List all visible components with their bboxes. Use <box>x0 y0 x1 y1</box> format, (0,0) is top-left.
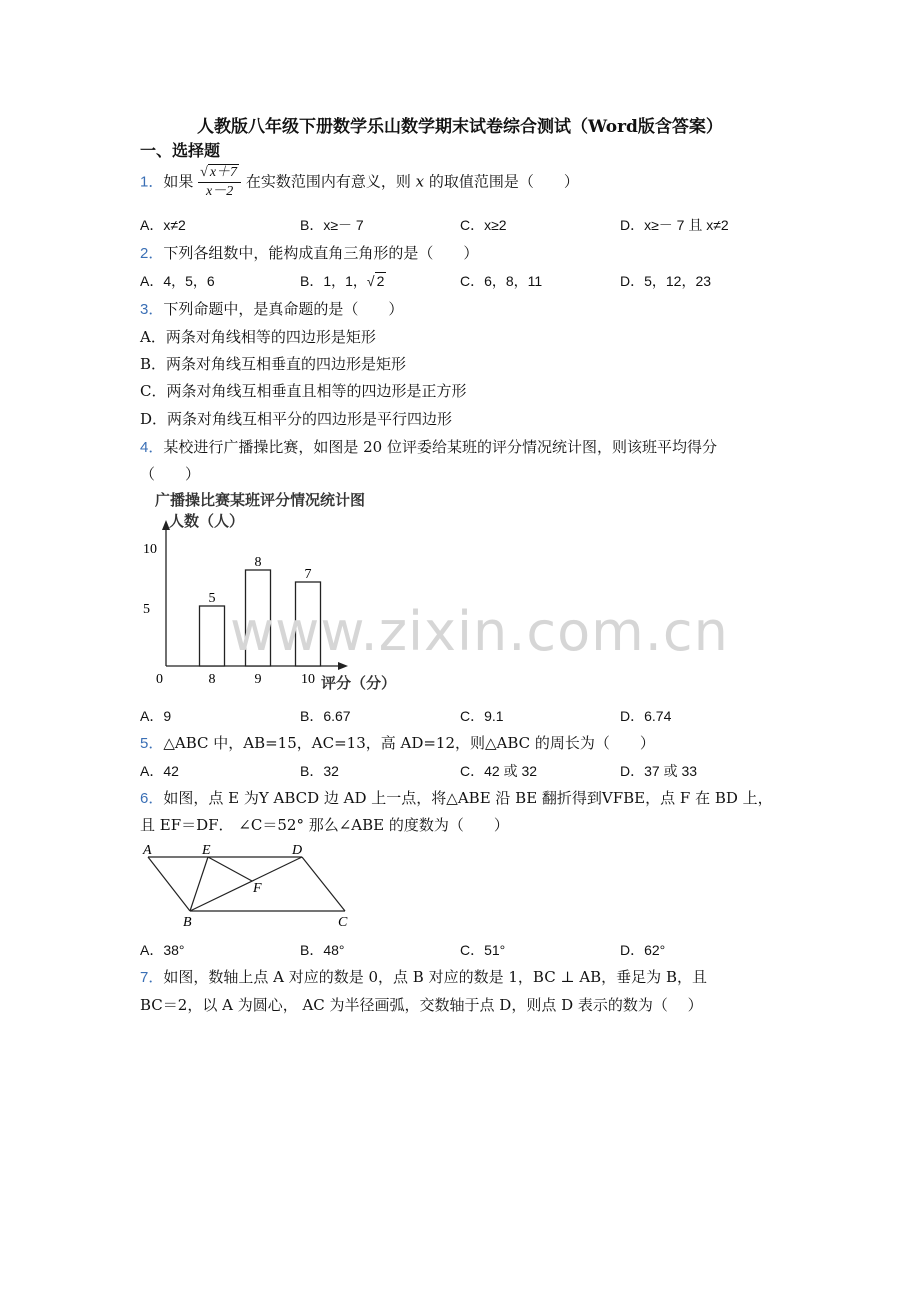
option-d: D．62° <box>620 942 666 958</box>
label-c: C <box>338 915 348 930</box>
question-4 <box>140 436 717 457</box>
bar-value-label: 5 <box>208 591 216 606</box>
question-number: 6． <box>140 790 164 807</box>
parallelogram-figure <box>140 840 360 932</box>
question-text: 在实数范围内有意义，则 <box>245 172 416 191</box>
question-text: △ABC 中，AB=15，AC=13，高 AD=12，则△ABC 的周长为（ ） <box>163 734 655 752</box>
segment-ef <box>208 857 252 881</box>
question-number: 1． <box>140 173 164 191</box>
question-5 <box>140 732 655 753</box>
question-4-bracket: （ ） <box>140 465 201 483</box>
label-e: E <box>202 843 211 858</box>
question-text: 如图，点 E 为Y ABCD 边 AD 上一点，将△ABE 沿 BE 翻折得到VFBE，点 F 在 BD 上， <box>163 789 773 807</box>
question-1 <box>140 164 579 201</box>
question-6-line2: 且 EF＝DF． ∠C＝52° 那么∠ABE 的度数为（ ） <box>140 816 509 834</box>
option-b-text: B．1，1， <box>300 273 367 289</box>
question-number: 4． <box>140 439 164 456</box>
question-number: 2． <box>140 245 164 262</box>
segment-be <box>190 857 208 911</box>
x-tick-label: 10 <box>301 672 315 687</box>
segment-dc <box>302 857 345 911</box>
y-tick-label: 10 <box>143 542 157 557</box>
variable: x <box>415 172 425 191</box>
option-a: A．4，5，6 <box>140 273 215 289</box>
bar-chart <box>135 488 405 698</box>
option-d: D．6.74 <box>620 708 672 724</box>
option-a: A．x≠2 <box>140 217 186 233</box>
label-f: F <box>253 881 262 896</box>
section-heading: 一、选择题 <box>140 141 221 160</box>
option-b: B．32 <box>300 763 339 779</box>
chart-title: 广播操比赛某班评分情况统计图 <box>155 493 366 509</box>
question-6 <box>140 787 773 808</box>
bar-value-label: 7 <box>304 567 312 582</box>
bar <box>200 606 225 666</box>
question-text: 某校进行广播操比赛，如图是 20 位评委给某班的评分情况统计图，则该班平均得分 <box>163 438 717 456</box>
option-b: B．两条对角线互相垂直的四边形是矩形 <box>140 355 407 373</box>
question-number: 3． <box>140 301 164 318</box>
question-3 <box>140 298 403 319</box>
option-c: C．x≥2 <box>460 217 507 233</box>
question-7 <box>140 966 707 987</box>
option-d: D．5，12，23 <box>620 273 712 289</box>
question-text: 下列命题中，是真命题的是（ ） <box>163 300 404 318</box>
question-text: 的取值范围是（ ） <box>424 172 579 191</box>
question-number: 5． <box>140 735 164 752</box>
origin-label: 0 <box>156 672 163 687</box>
option-a: A．9 <box>140 708 172 724</box>
fraction-numerator: x＋7 <box>209 165 238 180</box>
label-a: A <box>143 843 152 858</box>
question-text: 下列各组数中，能构成直角三角形的是（ ） <box>163 244 479 262</box>
sqrt-value: 2 <box>376 273 385 289</box>
option-c: C．6，8，11 <box>460 273 543 289</box>
option-c: C．42 或 32 <box>460 763 538 779</box>
option-b: B．1，1，√ 2 <box>300 273 385 289</box>
x-axis-arrow <box>338 662 348 670</box>
fraction-expression: $\frac{√ x+7}{x-2}$ <box>198 164 241 201</box>
segment-ab <box>148 857 190 911</box>
question-number: 7． <box>140 969 164 986</box>
option-d: D．37 或 33 <box>620 763 698 779</box>
label-d: D <box>292 843 303 858</box>
y-axis-label: 人数（人） <box>169 514 245 530</box>
fraction-denominator: x－2 <box>205 184 234 199</box>
question-7-line2: BC＝2，以 A 为圆心， AC 为半径画弧，交数轴于点 D，则点 D 表示的数为（ ） <box>140 996 703 1014</box>
question-2 <box>140 242 478 263</box>
option-c: C．51° <box>460 942 506 958</box>
option-a: A．38° <box>140 942 185 958</box>
option-a: A．两条对角线相等的四边形是矩形 <box>140 328 376 346</box>
question-text: 如图，数轴上点 A 对应的数是 0，点 B 对应的数是 1，BC ⊥ AB，垂足为 B，且 <box>163 968 707 986</box>
option-b: B．x≥－ 7 <box>300 217 364 233</box>
option-b: B．48° <box>300 942 345 958</box>
x-axis-label: 评分（分） <box>321 676 397 692</box>
bar-value-label: 8 <box>254 555 262 570</box>
x-tick-label: 8 <box>208 672 216 687</box>
option-c: C．9.1 <box>460 708 504 724</box>
question-text: 如果 <box>163 172 194 191</box>
document-title: 人教版八年级下册数学乐山数学期末试卷综合测试（Word版含答案） <box>197 117 723 137</box>
option-a: A．42 <box>140 763 179 779</box>
x-tick-label: 9 <box>254 672 262 687</box>
option-d: D．两条对角线互相平分的四边形是平行四边形 <box>140 410 453 428</box>
option-c: C．两条对角线互相垂直且相等的四边形是正方形 <box>140 382 467 400</box>
segment-bd <box>190 857 302 911</box>
y-tick-label: 5 <box>143 602 150 617</box>
label-b: B <box>183 915 192 930</box>
watermark: www.zixin.com.cn <box>230 600 729 663</box>
option-d: D．x≥－ 7 且 x≠2 <box>620 217 729 233</box>
option-b: B．6.67 <box>300 708 351 724</box>
